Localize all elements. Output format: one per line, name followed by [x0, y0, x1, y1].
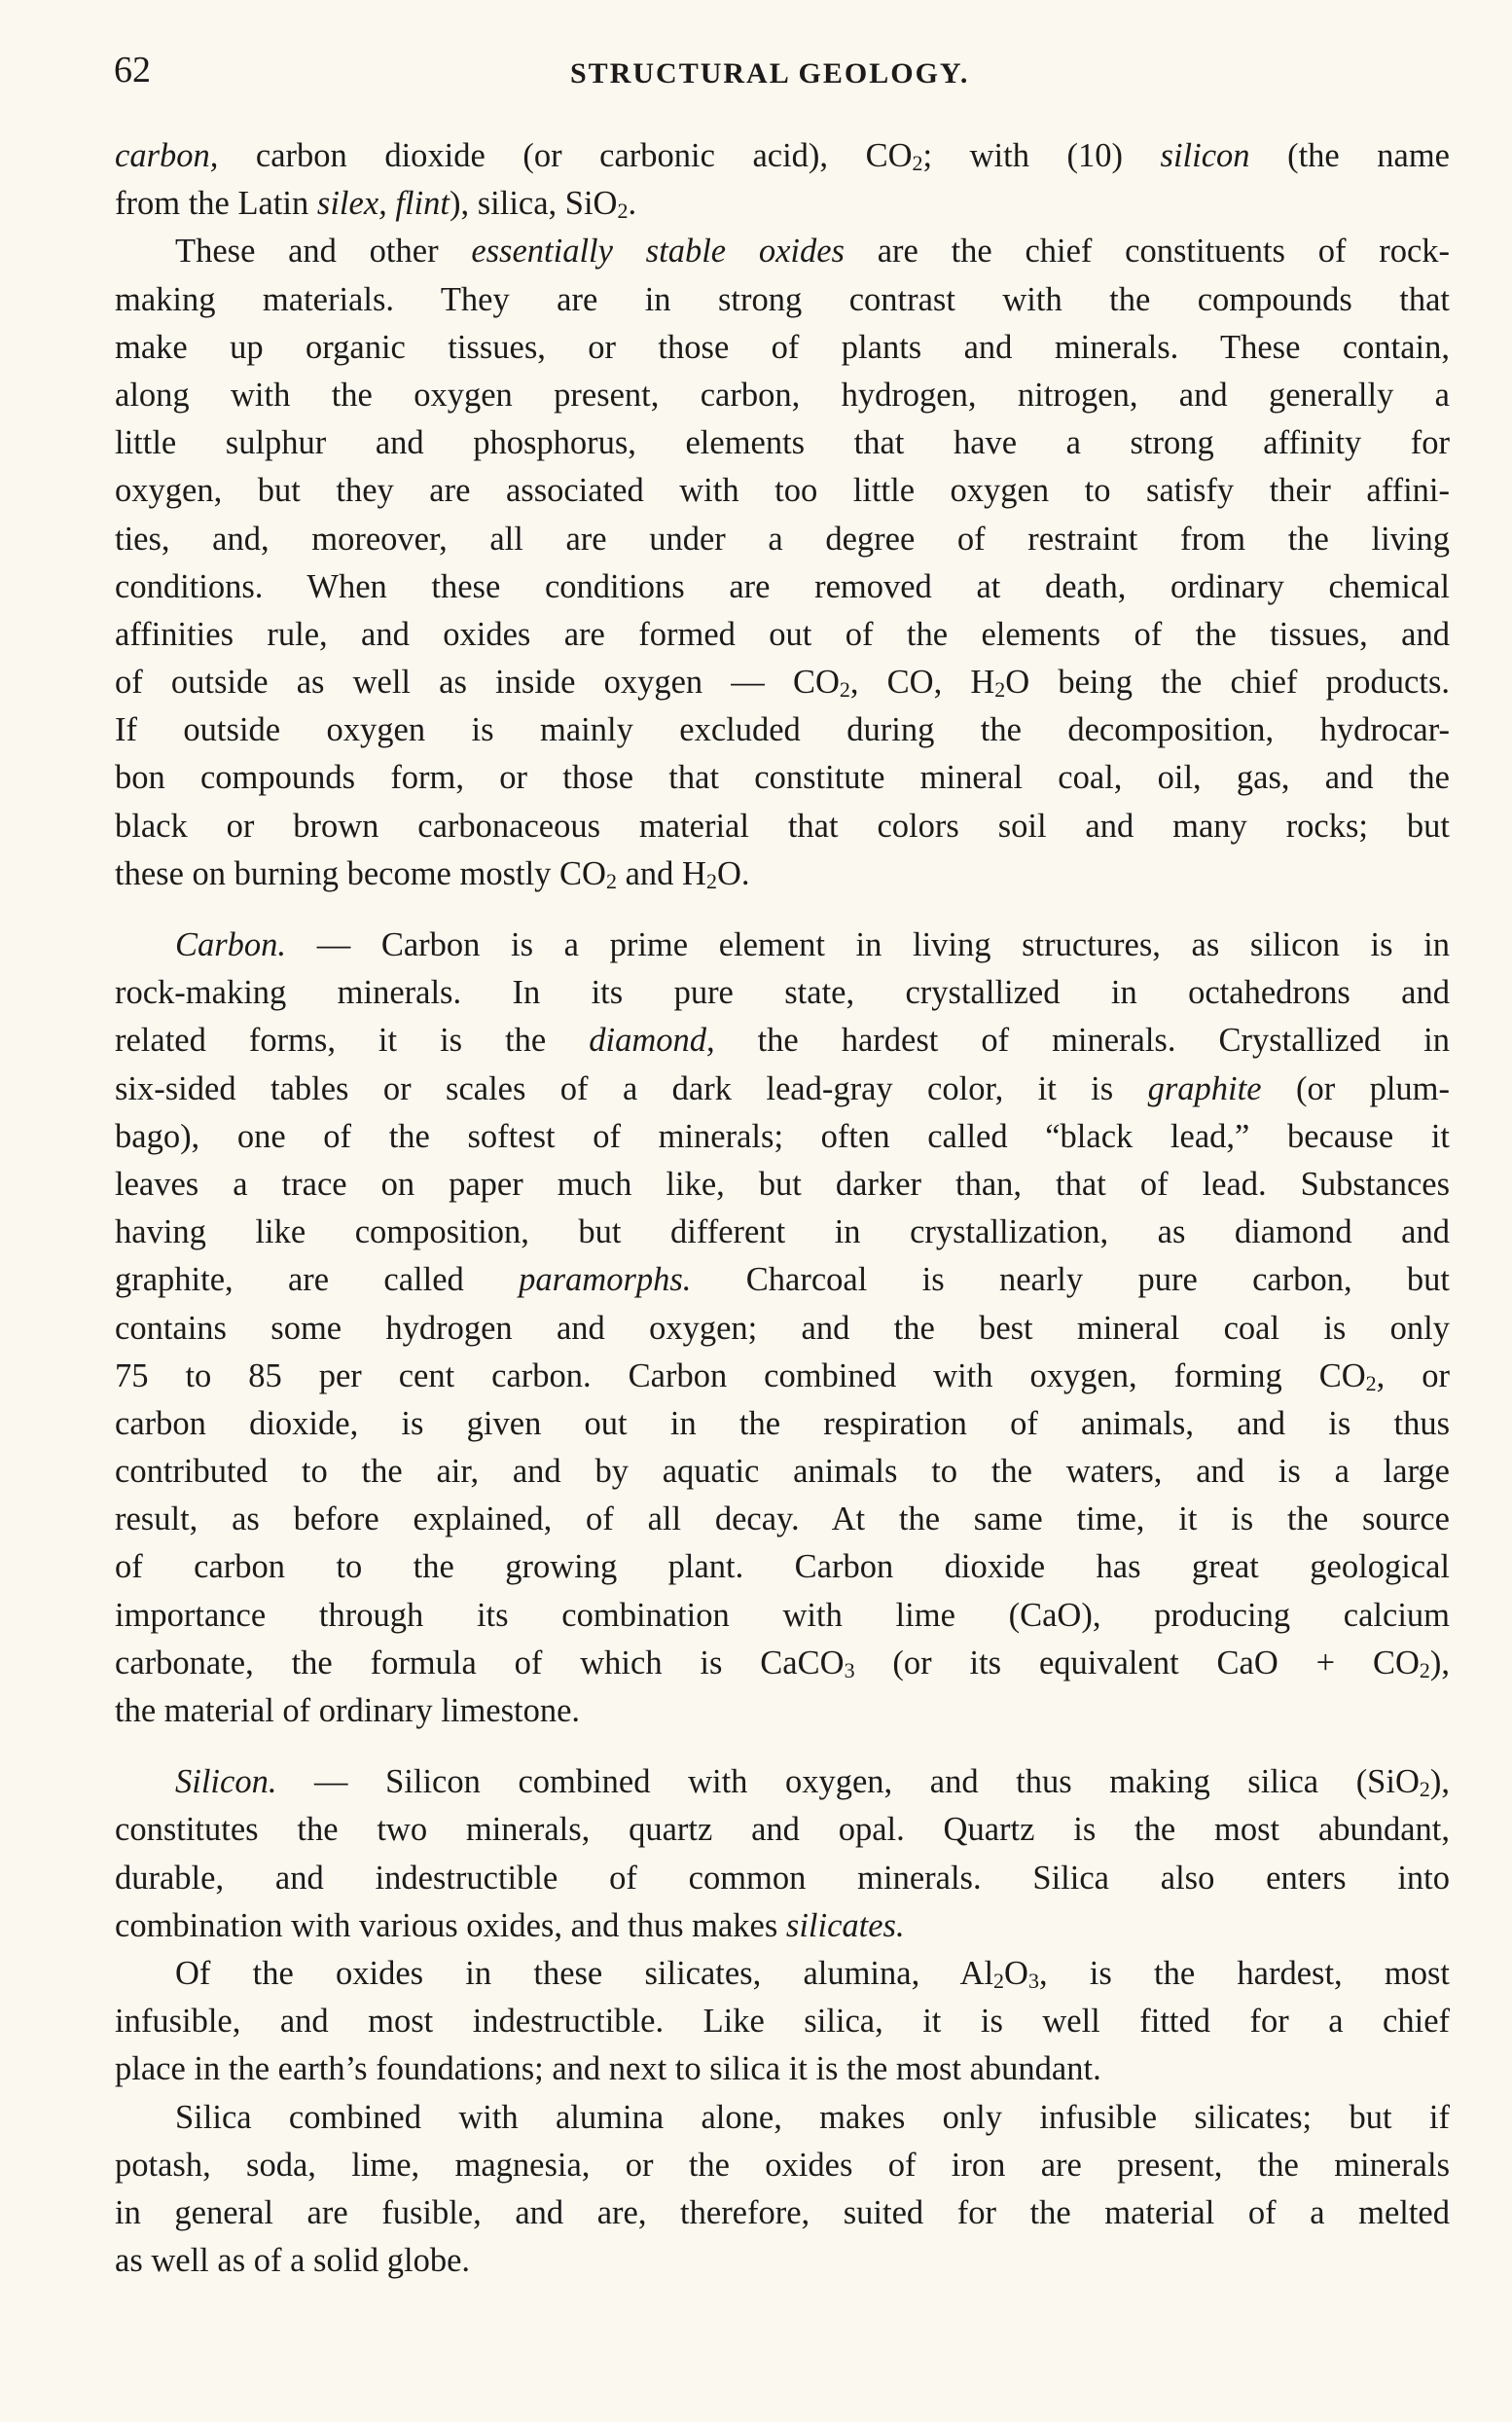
text-line: six-sided tables or scales of a dark lead-gray color, it is graphite (or plum-: [115, 1069, 1451, 1107]
paragraph-carbon: [115, 922, 1450, 1735]
text-line: making materials. They are in strong contrast with the compounds that: [115, 280, 1450, 318]
text-line: make up organic tissues, or those of plants and minerals. These contain,: [115, 328, 1450, 366]
text-line: carbon, carbon dioxide (or carbonic acid), $CO_2$; with (10) silicon (the name: [115, 137, 1450, 175]
text-line: contributed to the air, and by aquatic animals to the waters, and is a large: [115, 1453, 1450, 1491]
paragraph: [115, 2094, 1450, 2286]
text-line: black or brown carbonaceous material that colors soil and many rocks; but: [115, 807, 1450, 845]
text-line: place in the earth’s foundations; and next to silica it is the most abundant.: [115, 2050, 1101, 2088]
text-line: oxygen, but they are associated with too little oxygen to satisfy their affini-: [115, 472, 1450, 510]
text-line: bon compounds form, or those that constitute mineral coal, oil, gas, and the: [115, 759, 1450, 797]
text-line: leaves a trace on paper much like, but darker than, that of lead. Substances: [115, 1165, 1450, 1203]
text-line: bago), one of the softest of minerals; often called “black lead,” because it: [115, 1117, 1450, 1155]
text-line: the material of ordinary limestone.: [115, 1692, 581, 1729]
text-line: importance through its combination with lime (CaO), producing calcium: [115, 1596, 1450, 1634]
text-line: infusible, and most indestructible. Like silica, it is well fitted for a chief: [115, 2003, 1450, 2041]
section-heading-silicon: Silicon.: [175, 1763, 277, 1801]
text-line: If outside oxygen is mainly excluded during the decomposition, hydrocar-: [115, 711, 1450, 749]
text-line: little sulphur and phosphorus, elements that have a strong affinity for: [115, 424, 1450, 462]
text-line: Of the oxides in these silicates, alumina, $Al_2O_3$, is the hardest, most: [175, 1954, 1450, 1993]
text-line: durable, and indestructible of common minerals. Silica also enters into: [115, 1859, 1450, 1897]
text-line: These and other essentially stable oxides are the chief constituents of rock-: [175, 233, 1451, 271]
text-line: these on burning become mostly $CO_2$ and $H_2O$.: [115, 854, 750, 893]
text-line: Silica combined with alumina alone, makes only infusible silicates; but if: [175, 2098, 1450, 2136]
section-gap: [115, 898, 1450, 922]
paragraph: [115, 1950, 1450, 2094]
text-line: along with the oxygen present, carbon, hydrogen, nitrogen, and generally a: [115, 376, 1450, 414]
text-line: contains some hydrogen and oxygen; and the best mineral coal is only: [115, 1309, 1450, 1347]
text-line: related forms, it is the diamond, the hardest of minerals. Crystallized in: [115, 1022, 1450, 1060]
section-heading-carbon: Carbon.: [175, 926, 287, 963]
text-line: graphite, are called paramorphs. Charcoal is nearly pure carbon, but: [115, 1261, 1450, 1299]
body-text: [115, 132, 1450, 2285]
text-line: ties, and, moreover, all are under a degree of restraint from the living: [115, 520, 1450, 558]
text-line: conditions. When these conditions are removed at death, ordinary chemical: [115, 567, 1450, 605]
text-line: affinities rule, and oxides are formed out of the elements of the tissues, and: [115, 615, 1450, 653]
page-number: 62: [114, 50, 151, 90]
text-line: in general are fusible, and are, therefore, suited for the material of a melted: [115, 2193, 1450, 2231]
text-line: carbonate, the formula of which is CaCO$_3$ (or its equivalent CaO + $CO_2$),: [115, 1644, 1451, 1682]
paragraph: [115, 228, 1450, 898]
text-line: constitutes the two minerals, quartz and opal. Quartz is the most abundant,: [115, 1811, 1450, 1849]
text-line: of carbon to the growing plant. Carbon dioxide has great geological: [115, 1548, 1450, 1586]
text-line: carbon dioxide, is given out in the respiration of animals, and is thus: [115, 1404, 1450, 1442]
text-line: 75 to 85 per cent carbon. Carbon combined with oxygen, forming $CO_2$, or: [115, 1356, 1450, 1395]
paragraph-silicon: [115, 1758, 1450, 1950]
text-line: Carbon. — Carbon is a prime element in living structures, as silicon is in: [175, 926, 1450, 963]
text-line: rock-making minerals. In its pure state, crystallized in octahedrons and: [115, 974, 1450, 1012]
text-line: as well as of a solid globe.: [115, 2242, 471, 2280]
running-title: STRUCTURAL GEOLOGY.: [570, 57, 970, 90]
section-gap: [115, 1735, 1450, 1758]
text-line: potash, soda, lime, magnesia, or the oxides of iron are present, the minerals: [115, 2146, 1450, 2184]
paragraph: [115, 132, 1450, 228]
text-line: having like composition, but different in crystallization, as diamond and: [115, 1213, 1450, 1251]
text-line: from the Latin silex, flint), silica, SiO$_2$.: [115, 185, 637, 224]
text-line: of outside as well as inside oxygen — $CO_2$, CO, $H_2O$ being the chief products.: [115, 664, 1451, 703]
text-line: combination with various oxides, and thus makes silicates.: [115, 1906, 905, 1944]
text-line: result, as before explained, of all decay. At the same time, it is the source: [115, 1500, 1450, 1538]
text-line: Silicon. — Silicon combined with oxygen, and thus making silica (SiO$_2$),: [175, 1763, 1450, 1802]
